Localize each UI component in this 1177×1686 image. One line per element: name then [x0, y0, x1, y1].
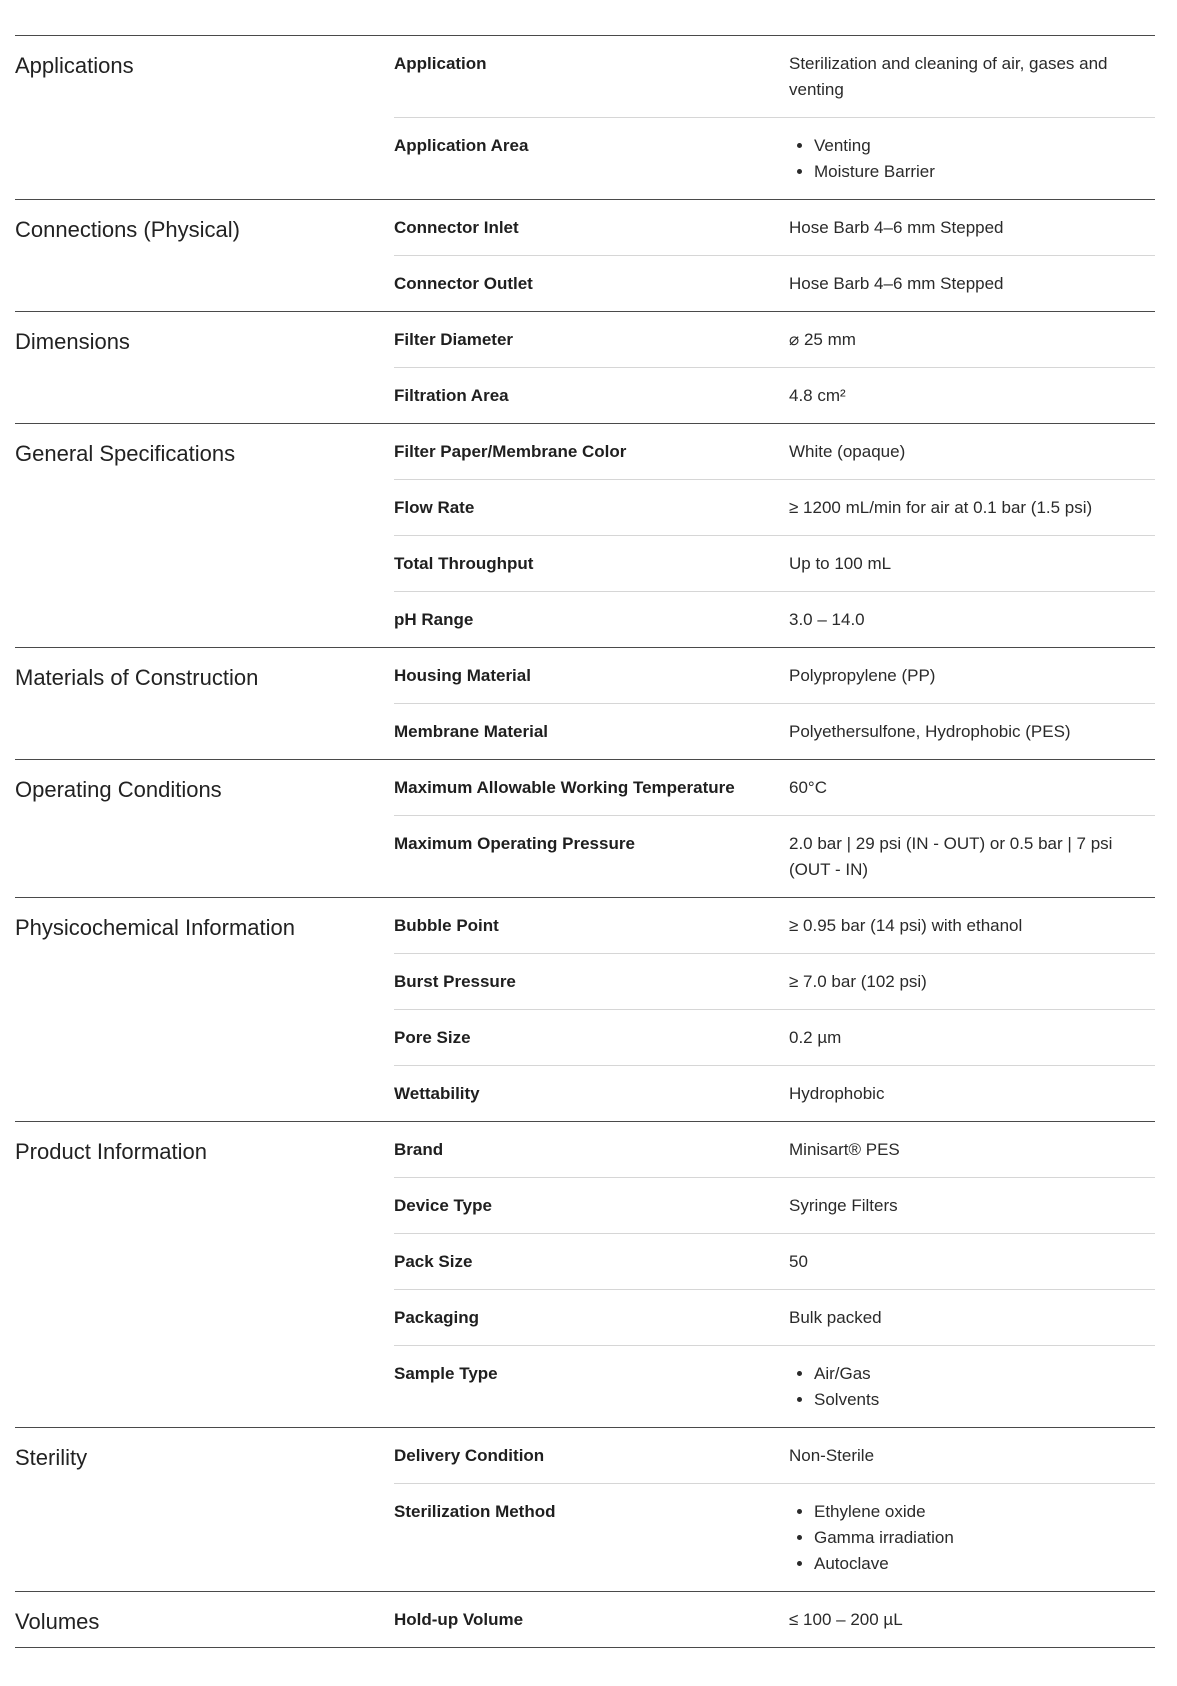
spec-value-list [789, 1499, 1135, 1577]
spec-label: Device Type [394, 1196, 492, 1215]
spec-section [15, 760, 1155, 898]
spec-section [15, 424, 1155, 648]
spec-section [15, 1122, 1155, 1428]
spec-row [394, 256, 1155, 311]
spec-row [394, 816, 1155, 897]
spec-row [394, 648, 1155, 704]
spec-row [394, 118, 1155, 199]
spec-row [394, 36, 1155, 118]
spec-row [394, 898, 1155, 954]
spec-section [15, 1428, 1155, 1592]
spec-value: 0.2 µm [789, 1028, 842, 1047]
spec-rows [394, 424, 1155, 647]
spec-label: Sterilization Method [394, 1502, 556, 1521]
spec-value [789, 1499, 1155, 1577]
spec-row [394, 1346, 1155, 1427]
spec-section [15, 1592, 1155, 1648]
spec-row [394, 368, 1155, 423]
section-title: Sterility [15, 1445, 88, 1470]
spec-label: Brand [394, 1140, 444, 1159]
spec-rows [394, 898, 1155, 1121]
spec-value-list-item: • Ethylene oxide [814, 1499, 1135, 1525]
spec-label: Housing Material [394, 666, 531, 685]
spec-rows [394, 648, 1155, 759]
spec-value-list-item: • Air/Gas [814, 1361, 1135, 1387]
spec-value-list-item: • Venting [814, 133, 1135, 159]
spec-value: Polypropylene (PP) [789, 666, 936, 685]
spec-value: Hose Barb 4–6 mm Stepped [789, 274, 1004, 293]
section-title: Operating Conditions [15, 777, 222, 802]
spec-value: 50 [789, 1252, 808, 1271]
section-title: Connections (Physical) [15, 217, 240, 242]
spec-rows [394, 312, 1155, 423]
spec-table [15, 35, 1155, 1648]
spec-row [394, 1484, 1155, 1591]
spec-value: Syringe Filters [789, 1196, 898, 1215]
spec-rows [394, 1428, 1155, 1591]
spec-value: Minisart® PES [789, 1140, 900, 1159]
spec-value: Hydrophobic [789, 1084, 885, 1103]
spec-section [15, 648, 1155, 760]
spec-row [394, 1122, 1155, 1178]
spec-rows [394, 760, 1155, 897]
spec-label: Bubble Point [394, 916, 499, 935]
spec-row [394, 1290, 1155, 1346]
spec-value [789, 133, 1155, 185]
spec-value [789, 1361, 1155, 1413]
spec-row [394, 480, 1155, 536]
spec-row [394, 1178, 1155, 1234]
spec-value-list-item: • Solvents [814, 1387, 1135, 1413]
spec-label: Application Area [394, 136, 529, 155]
spec-label: Hold-up Volume [394, 1610, 524, 1629]
spec-value: 2.0 bar | 29 psi (IN - OUT) or 0.5 bar | 7 psi (OUT - IN) [789, 834, 1113, 879]
spec-label: Burst Pressure [394, 972, 516, 991]
spec-label: Sample Type [394, 1364, 498, 1383]
spec-label: Flow Rate [394, 498, 475, 517]
section-title: Physicochemical Information [15, 915, 296, 940]
spec-label: Connector Outlet [394, 274, 533, 293]
spec-label: pH Range [394, 610, 474, 629]
section-title: Materials of Construction [15, 665, 259, 690]
spec-value: 3.0 – 14.0 [789, 610, 865, 629]
section-title: Volumes [15, 1609, 100, 1634]
spec-label: Membrane Material [394, 722, 548, 741]
spec-value: ≥ 7.0 bar (102 psi) [789, 972, 927, 991]
spec-value: ≥ 1200 mL/min for air at 0.1 bar (1.5 psi) [789, 498, 1093, 517]
spec-section [15, 312, 1155, 424]
spec-row [394, 704, 1155, 759]
spec-rows [394, 1592, 1155, 1647]
spec-row [394, 954, 1155, 1010]
spec-label: Delivery Condition [394, 1446, 545, 1465]
section-title: Applications [15, 53, 134, 78]
spec-rows [394, 36, 1155, 199]
spec-value-list-item: • Autoclave [814, 1551, 1135, 1577]
spec-row [394, 424, 1155, 480]
section-title: Product Information [15, 1139, 207, 1164]
spec-value-list [789, 1361, 1135, 1413]
spec-value: Hose Barb 4–6 mm Stepped [789, 218, 1004, 237]
spec-row [394, 1066, 1155, 1121]
spec-value: ≥ 0.95 bar (14 psi) with ethanol [789, 916, 1023, 935]
spec-row [394, 1234, 1155, 1290]
spec-section [15, 200, 1155, 312]
spec-value-list-item: • Gamma irradiation [814, 1525, 1135, 1551]
spec-value: 60°C [789, 778, 827, 797]
spec-value: Non-Sterile [789, 1446, 875, 1465]
spec-label: Connector Inlet [394, 218, 519, 237]
spec-value: 4.8 cm² [789, 386, 846, 405]
spec-value: ⌀ 25 mm [789, 330, 856, 349]
section-title: General Specifications [15, 441, 236, 466]
spec-rows [394, 200, 1155, 311]
spec-row [394, 592, 1155, 647]
spec-row [394, 536, 1155, 592]
spec-row [394, 760, 1155, 816]
spec-label: Filtration Area [394, 386, 509, 405]
spec-label: Pore Size [394, 1028, 471, 1047]
spec-value-list-item: • Moisture Barrier [814, 159, 1135, 185]
spec-row [394, 1010, 1155, 1066]
spec-rows [394, 1122, 1155, 1427]
spec-label: Pack Size [394, 1252, 473, 1271]
spec-label: Filter Diameter [394, 330, 514, 349]
spec-value-list [789, 133, 1135, 185]
spec-value: Sterilization and cleaning of air, gases and venting [789, 54, 1108, 99]
spec-value: Up to 100 mL [789, 554, 892, 573]
section-title: Dimensions [15, 329, 130, 354]
spec-value: Polyethersulfone, Hydrophobic (PES) [789, 722, 1071, 741]
spec-value: ≤ 100 – 200 µL [789, 1610, 903, 1629]
spec-label: Total Throughput [394, 554, 534, 573]
spec-label: Maximum Operating Pressure [394, 834, 635, 853]
spec-label: Filter Paper/Membrane Color [394, 442, 627, 461]
spec-row [394, 1592, 1155, 1647]
spec-label: Application [394, 54, 487, 73]
spec-row [394, 312, 1155, 368]
spec-label: Packaging [394, 1308, 480, 1327]
spec-section [15, 898, 1155, 1122]
spec-label: Maximum Allowable Working Temperature [394, 778, 735, 797]
spec-value: Bulk packed [789, 1308, 882, 1327]
spec-row [394, 1428, 1155, 1484]
spec-row [394, 200, 1155, 256]
spec-section [15, 36, 1155, 200]
spec-label: Wettability [394, 1084, 480, 1103]
spec-value: White (opaque) [789, 442, 906, 461]
